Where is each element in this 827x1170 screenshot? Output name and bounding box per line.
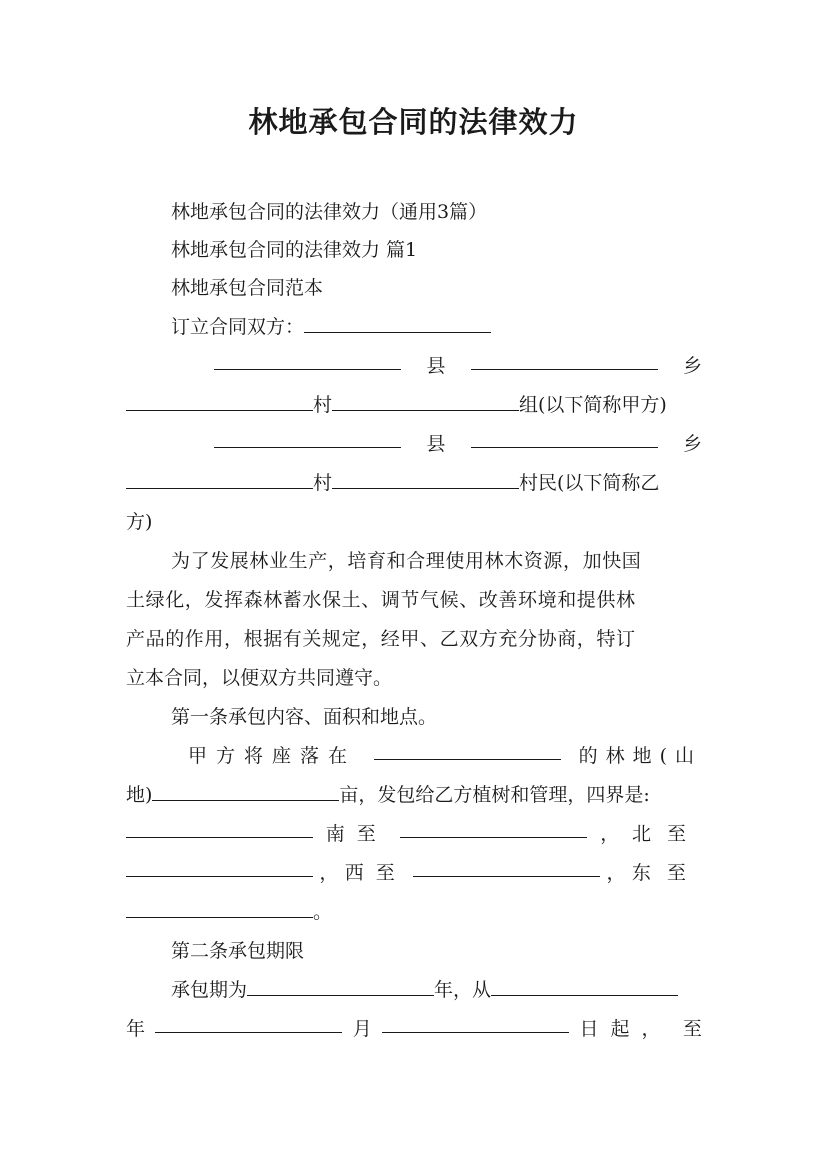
blank-field[interactable]: [332, 388, 519, 411]
label: 地): [126, 784, 153, 806]
label: 西至: [344, 862, 407, 884]
blank-field[interactable]: [382, 1010, 569, 1033]
label: 村民(以下简称乙: [519, 472, 660, 494]
label: 至: [682, 1018, 702, 1040]
blank-field[interactable]: [471, 425, 658, 448]
paragraph-line: [126, 776, 702, 814]
blank-field[interactable]: [126, 815, 313, 838]
paragraph-line: [126, 893, 702, 931]
paragraph-line: [171, 308, 702, 346]
blank-field[interactable]: [247, 973, 434, 996]
label: 村: [313, 472, 333, 494]
paragraph-line: [214, 347, 702, 385]
label: 的林地(山: [578, 745, 702, 767]
label: 承包期为: [171, 979, 248, 1001]
label: 日起，: [579, 1018, 673, 1040]
paragraph-heading: 林地承包合同的法律效力 篇1: [171, 239, 418, 261]
paragraph-line: [126, 1010, 702, 1048]
paragraph-line: [171, 971, 702, 1009]
label: 县: [426, 355, 446, 377]
blank-field[interactable]: [491, 973, 678, 996]
blank-field[interactable]: [126, 854, 313, 877]
article-heading: 第一条承包内容、面积和地点。: [171, 706, 438, 728]
blank-field[interactable]: [374, 737, 561, 760]
blank-field[interactable]: [400, 815, 587, 838]
paragraph-line: [188, 737, 702, 775]
blank-field[interactable]: [126, 466, 313, 489]
paragraph-line: 立本合同，以便双方共同遵守。: [126, 667, 393, 689]
label: 甲方将座落在: [188, 745, 357, 767]
label: ，: [319, 862, 339, 884]
blank-field[interactable]: [152, 778, 339, 801]
label: 。: [313, 901, 333, 923]
label: 北至: [631, 823, 702, 845]
blank-field[interactable]: [126, 388, 313, 411]
paragraph-line: [126, 854, 702, 892]
paragraph-line: 为了发展林业生产，培育和合理使用林木资源，加快国: [171, 550, 642, 572]
paragraph-heading: 林地承包合同的法律效力（通用3篇）: [171, 201, 488, 223]
label: 东至: [631, 862, 702, 884]
label: 亩，发包给乙方植树和管理，四界是:: [339, 784, 650, 806]
blank-field[interactable]: [332, 466, 519, 489]
paragraph-line: 土绿化，发挥森林蓄水保土、调节气候、改善环境和提供林: [126, 589, 636, 611]
label: 南至: [325, 823, 388, 845]
blank-field[interactable]: [471, 347, 658, 370]
paragraph-heading: 林地承包合同范本: [171, 277, 324, 299]
label: 年: [126, 1018, 146, 1040]
article-heading: 第二条承包期限: [171, 940, 305, 962]
label: 乡: [682, 433, 702, 455]
label: 县: [426, 433, 446, 455]
paragraph-line: [126, 815, 702, 853]
label: 村: [313, 394, 333, 416]
blank-field[interactable]: [413, 854, 600, 877]
label: ，: [600, 823, 620, 845]
label: 年，从: [434, 979, 492, 1001]
blank-field[interactable]: [155, 1010, 342, 1033]
blank-field[interactable]: [214, 347, 401, 370]
label: ，: [606, 862, 626, 884]
blank-field[interactable]: [126, 895, 313, 918]
paragraph-line: [126, 464, 702, 502]
paragraph-line: [214, 425, 702, 463]
paragraph-line: 产品的作用，根据有关规定，经甲、乙双方充分协商，特订: [126, 628, 636, 650]
paragraph-line: [126, 386, 702, 424]
blank-field[interactable]: [214, 425, 401, 448]
blank-field[interactable]: [304, 310, 491, 333]
label: 组(以下简称甲方): [519, 394, 667, 416]
document-title: 林地承包合同的法律效力: [248, 105, 579, 139]
label: 乡: [682, 355, 702, 377]
label: 订立合同双方：: [171, 316, 305, 338]
paragraph-line: 方): [126, 511, 153, 533]
label: 月: [352, 1018, 372, 1040]
